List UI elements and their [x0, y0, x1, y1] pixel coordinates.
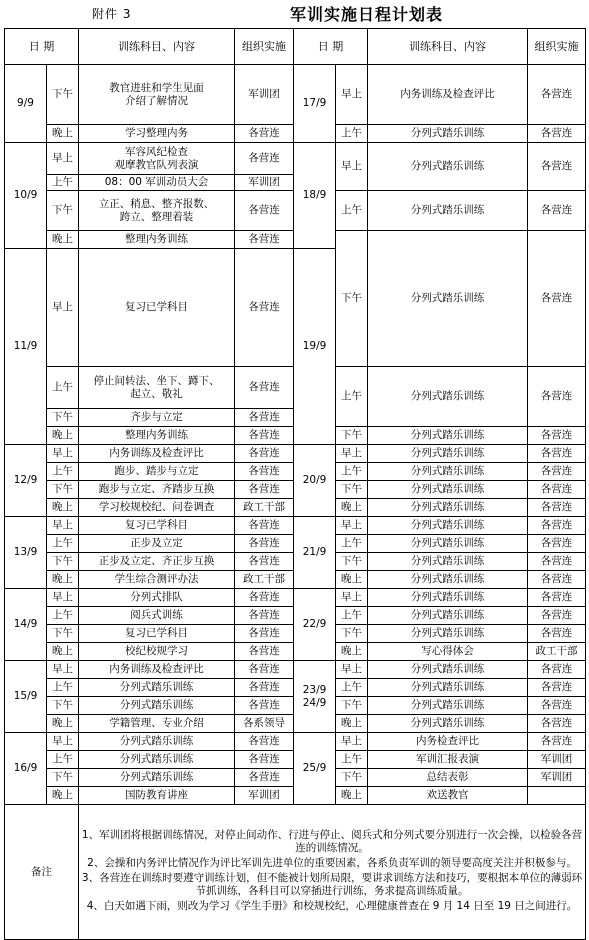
- time-slot: 上午: [336, 535, 368, 553]
- training-content: 学籍管理、专业介绍: [79, 715, 235, 733]
- organizer: 各营连: [235, 679, 294, 697]
- time-slot: 早上: [47, 143, 79, 175]
- time-slot: 晚上: [47, 427, 79, 445]
- time-slot: 早上: [336, 517, 368, 535]
- table-row: [5, 661, 586, 679]
- date-cell: 14/9: [5, 589, 47, 661]
- time-slot: 上午: [47, 367, 79, 409]
- note-item: 4、白天如遇下雨，则改为学习《学生手册》和校规校纪，心理健康普查在 9 月 14 日至 19 日之间进行。: [86, 900, 578, 912]
- time-slot: 下午: [47, 65, 79, 125]
- organizer: 军训团: [235, 65, 294, 125]
- time-slot: 上午: [47, 607, 79, 625]
- training-content: 内务检查评比: [368, 733, 528, 751]
- training-content: 分列式踏乐训练: [368, 427, 528, 445]
- notes-label: 备注: [5, 805, 79, 940]
- time-slot: 早上: [47, 517, 79, 535]
- date-cell: 12/9: [5, 445, 47, 517]
- time-slot: 早上: [47, 445, 79, 463]
- organizer: 各营连: [235, 463, 294, 481]
- column-header-org: 组织实施: [235, 29, 294, 65]
- training-content: 停止间转法、坐下、蹲下、 起立、敬礼: [79, 367, 235, 409]
- time-slot: 上午: [336, 751, 368, 769]
- training-content: 分列式踏乐训练: [368, 367, 528, 427]
- organizer: 各营连: [235, 125, 294, 143]
- time-slot: 下午: [47, 481, 79, 499]
- organizer: 各营连: [528, 607, 586, 625]
- document-title: 军训实施日程计划表: [290, 5, 444, 24]
- organizer: 各营连: [235, 143, 294, 175]
- training-content: 分列式踏乐训练: [368, 553, 528, 571]
- training-content: 校纪校规学习: [79, 643, 235, 661]
- training-content: 阅兵式训练: [79, 607, 235, 625]
- organizer: 各营连: [528, 499, 586, 517]
- time-slot: 早上: [47, 249, 79, 367]
- time-slot: 下午: [336, 697, 368, 715]
- time-slot: 下午: [47, 553, 79, 571]
- training-content: 分列式踏乐训练: [368, 679, 528, 697]
- time-slot: 早上: [336, 143, 368, 191]
- schedule-table: [4, 28, 586, 940]
- notes-row: [5, 805, 586, 940]
- training-content: 分列式踏乐训练: [368, 697, 528, 715]
- training-content: 分列式踏乐训练: [368, 143, 528, 191]
- column-header-org: 组织实施: [528, 29, 586, 65]
- organizer: 各营连: [235, 249, 294, 367]
- training-content: 跑步、踏步与立定: [79, 463, 235, 481]
- organizer: 各营连: [235, 769, 294, 787]
- training-content: 整理内务训练: [79, 231, 235, 249]
- organizer: 各营连: [235, 751, 294, 769]
- organizer: 各营连: [528, 571, 586, 589]
- time-slot: 下午: [336, 427, 368, 445]
- training-content: 跑步与立定、齐踏步互换: [79, 481, 235, 499]
- time-slot: 早上: [47, 589, 79, 607]
- table-row: [5, 517, 586, 535]
- time-slot: 下午: [47, 625, 79, 643]
- organizer: 各营连: [528, 445, 586, 463]
- training-content: 复习已学科目: [79, 517, 235, 535]
- table-row: [5, 445, 586, 463]
- organizer: 各营连: [528, 715, 586, 733]
- training-content: 学生综合测评办法: [79, 571, 235, 589]
- time-slot: 下午: [336, 553, 368, 571]
- organizer: [528, 787, 586, 805]
- training-content: 分列式踏乐训练: [79, 697, 235, 715]
- organizer: 各营连: [528, 65, 586, 125]
- training-content: 08：00 军训动员大会: [79, 175, 235, 191]
- organizer: 各系领导: [235, 715, 294, 733]
- organizer: 各营连: [528, 733, 586, 751]
- note-item: 1、军训团将根据训练情况，对停止间动作、行进与停止、阅兵式和分列式要分别进行一次会操，以检验各营连的训练情况。: [81, 829, 583, 854]
- date-cell: 11/9: [5, 249, 47, 445]
- organizer: 各营连: [235, 697, 294, 715]
- training-content: 军训汇报表演: [368, 751, 528, 769]
- training-content: 分列式踏乐训练: [368, 607, 528, 625]
- date-cell: 22/9: [294, 589, 336, 661]
- time-slot: 上午: [47, 463, 79, 481]
- time-slot: 晚上: [336, 715, 368, 733]
- organizer: 军训团: [528, 751, 586, 769]
- time-slot: 上午: [336, 607, 368, 625]
- training-content: 内务训练及检查评比: [79, 661, 235, 679]
- note-item: 2、会操和内务评比情况作为评比军训先进单位的重要因素，各系负责军训的领导要高度关注并积极参与。: [87, 857, 577, 869]
- organizer: 各营连: [528, 535, 586, 553]
- time-slot: 上午: [336, 367, 368, 427]
- time-slot: 晚上: [336, 571, 368, 589]
- date-cell: 16/9: [5, 733, 47, 805]
- training-content: 分列式踏乐训练: [368, 191, 528, 231]
- column-header-date: 日 期: [5, 29, 79, 65]
- organizer: 各营连: [528, 661, 586, 679]
- time-slot: 上午: [336, 463, 368, 481]
- training-content: 总结表彰: [368, 769, 528, 787]
- date-cell: 21/9: [294, 517, 336, 589]
- time-slot: 晚上: [47, 499, 79, 517]
- date-cell: 10/9: [5, 143, 47, 249]
- time-slot: 上午: [47, 175, 79, 191]
- training-content: 分列式踏乐训练: [368, 625, 528, 643]
- time-slot: 上午: [47, 535, 79, 553]
- attachment-label: 附件 3: [92, 7, 132, 21]
- organizer: 政工干部: [528, 643, 586, 661]
- table-header-row: [5, 29, 586, 65]
- date-cell: 9/9: [5, 65, 47, 143]
- time-slot: 下午: [47, 409, 79, 427]
- organizer: 各营连: [528, 517, 586, 535]
- training-content: 分列式踏乐训练: [368, 715, 528, 733]
- training-content: 分列式踏乐训练: [368, 231, 528, 367]
- time-slot: 下午: [336, 481, 368, 499]
- organizer: 政工干部: [235, 499, 294, 517]
- organizer: 各营连: [235, 409, 294, 427]
- organizer: 各营连: [235, 643, 294, 661]
- time-slot: 晚上: [336, 787, 368, 805]
- organizer: 各营连: [235, 231, 294, 249]
- date-cell: 15/9: [5, 661, 47, 733]
- organizer: 各营连: [528, 367, 586, 427]
- time-slot: 下午: [336, 769, 368, 787]
- time-slot: 下午: [47, 769, 79, 787]
- training-content: 正步及立定、齐正步互换: [79, 553, 235, 571]
- time-slot: 晚上: [47, 715, 79, 733]
- training-content: 分列式踏乐训练: [368, 463, 528, 481]
- time-slot: 下午: [47, 191, 79, 231]
- training-content: 欢送教官: [368, 787, 528, 805]
- time-slot: 早上: [47, 733, 79, 751]
- table-row: [5, 65, 586, 125]
- training-content: 内务训练及检查评比: [79, 445, 235, 463]
- training-content: 分列式踏乐训练: [368, 125, 528, 143]
- training-content: 分列式踏乐训练: [368, 589, 528, 607]
- organizer: 各营连: [528, 463, 586, 481]
- time-slot: 早上: [336, 661, 368, 679]
- training-content: 学习整理内务: [79, 125, 235, 143]
- training-content: 分列式踏乐训练: [368, 571, 528, 589]
- organizer: 各营连: [235, 607, 294, 625]
- organizer: 各营连: [528, 481, 586, 499]
- organizer: 各营连: [235, 589, 294, 607]
- time-slot: 上午: [47, 679, 79, 697]
- table-row: [5, 733, 586, 751]
- organizer: 各营连: [528, 553, 586, 571]
- note-item: 3、各营连在训练时要遵守训练计划，但不能被计划所局限，要讲求训练方法和技巧，要根据本单位的薄弱环节抓训练，各科目可以穿插进行训练，务求提高训练质量。: [81, 872, 583, 897]
- training-content: 军容风纪检查 观摩教官队列表演: [79, 143, 235, 175]
- training-content: 分列式踏乐训练: [368, 517, 528, 535]
- organizer: 各营连: [235, 191, 294, 231]
- time-slot: 上午: [336, 191, 368, 231]
- organizer: 各营连: [528, 697, 586, 715]
- training-content: 复习已学科目: [79, 249, 235, 367]
- time-slot: 晚上: [47, 231, 79, 249]
- date-cell: 25/9: [294, 733, 336, 805]
- organizer: 各营连: [235, 367, 294, 409]
- time-slot: 晚上: [47, 125, 79, 143]
- training-content: 分列式踏乐训练: [79, 751, 235, 769]
- organizer: 各营连: [235, 427, 294, 445]
- organizer: 各营连: [235, 517, 294, 535]
- organizer: 各营连: [528, 589, 586, 607]
- training-content: 分列式踏乐训练: [368, 661, 528, 679]
- training-content: 分列式踏乐训练: [368, 481, 528, 499]
- training-content: 正步及立定: [79, 535, 235, 553]
- organizer: 各营连: [235, 553, 294, 571]
- organizer: 各营连: [528, 679, 586, 697]
- time-slot: 上午: [336, 679, 368, 697]
- time-slot: 下午: [336, 231, 368, 367]
- time-slot: 晚上: [47, 571, 79, 589]
- notes-content: [79, 805, 586, 940]
- training-content: 复习已学科目: [79, 625, 235, 643]
- training-content: 内务训练及检查评比: [368, 65, 528, 125]
- training-content: 教官进驻和学生见面 介绍了解情况: [79, 65, 235, 125]
- column-header-date: 日 期: [294, 29, 368, 65]
- training-content: 分列式踏乐训练: [79, 769, 235, 787]
- training-content: 分列式踏乐训练: [368, 499, 528, 517]
- training-content: 分列式踏乐训练: [79, 679, 235, 697]
- time-slot: 早上: [336, 445, 368, 463]
- organizer: 各营连: [528, 191, 586, 231]
- training-content: 立正、稍息、整齐报数、 跨立、整理着装: [79, 191, 235, 231]
- organizer: 军训团: [528, 769, 586, 787]
- date-cell: 23/9 24/9: [294, 661, 336, 733]
- time-slot: 早上: [336, 65, 368, 125]
- training-content: 整理内务训练: [79, 427, 235, 445]
- table-row: [5, 143, 586, 175]
- organizer: 各营连: [528, 125, 586, 143]
- time-slot: 上午: [47, 751, 79, 769]
- time-slot: 下午: [47, 697, 79, 715]
- organizer: 各营连: [528, 427, 586, 445]
- organizer: 各营连: [528, 143, 586, 191]
- page-header: [0, 0, 589, 26]
- organizer: 各营连: [528, 625, 586, 643]
- time-slot: 早上: [47, 661, 79, 679]
- organizer: 军训团: [235, 175, 294, 191]
- table-row: [5, 589, 586, 607]
- organizer: 各营连: [235, 445, 294, 463]
- organizer: 各营连: [235, 535, 294, 553]
- date-cell: 20/9: [294, 445, 336, 517]
- time-slot: 晚上: [336, 643, 368, 661]
- training-content: 分列式踏乐训练: [368, 535, 528, 553]
- time-slot: 晚上: [47, 787, 79, 805]
- organizer: 各营连: [235, 733, 294, 751]
- training-content: 写心得体会: [368, 643, 528, 661]
- time-slot: 早上: [336, 733, 368, 751]
- time-slot: 晚上: [336, 499, 368, 517]
- training-content: 国防教育讲座: [79, 787, 235, 805]
- organizer: 各营连: [235, 625, 294, 643]
- column-header-content: 训练科目、内容: [368, 29, 528, 65]
- organizer: 政工干部: [235, 571, 294, 589]
- column-header-content: 训练科目、内容: [79, 29, 235, 65]
- organizer: 军训团: [235, 787, 294, 805]
- training-content: 齐步与立定: [79, 409, 235, 427]
- time-slot: 上午: [336, 125, 368, 143]
- date-cell: 18/9: [294, 143, 336, 249]
- date-cell: 17/9: [294, 65, 336, 143]
- time-slot: 早上: [336, 589, 368, 607]
- organizer: 各营连: [528, 231, 586, 367]
- time-slot: 晚上: [47, 643, 79, 661]
- training-content: 分列式踏乐训练: [79, 733, 235, 751]
- training-content: 分列式排队: [79, 589, 235, 607]
- organizer: 各营连: [235, 661, 294, 679]
- training-content: 分列式踏乐训练: [368, 445, 528, 463]
- date-cell: 13/9: [5, 517, 47, 589]
- organizer: 各营连: [235, 481, 294, 499]
- training-content: 学习校规校纪、问卷调查: [79, 499, 235, 517]
- date-cell: 19/9: [294, 249, 336, 445]
- time-slot: 下午: [336, 625, 368, 643]
